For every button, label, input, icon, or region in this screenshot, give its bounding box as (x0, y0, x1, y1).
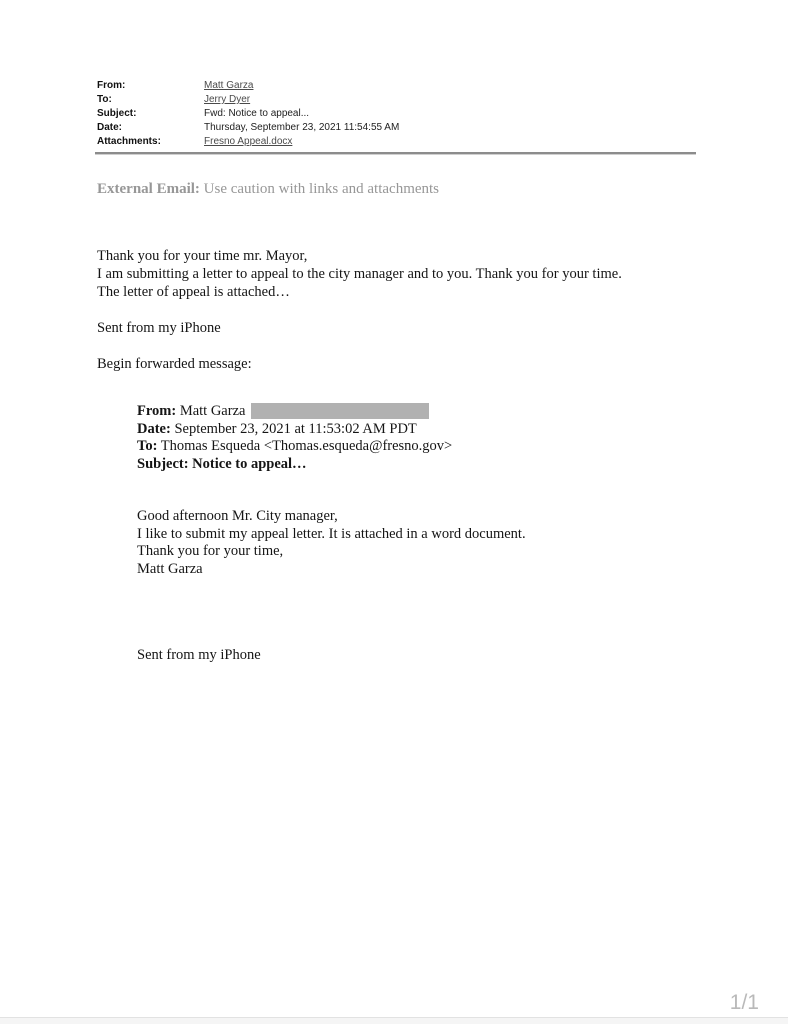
header-row-to (97, 93, 399, 107)
header-row-attachments (97, 135, 399, 149)
message-line: I am submitting a letter to appeal to the city manager and to you. Thank you for your time. (97, 266, 622, 282)
to-label: To: (97, 94, 112, 105)
forwarded-from-row (137, 403, 452, 421)
message-line: The letter of appeal is attached… (97, 284, 290, 300)
subject-value: Fwd: Notice to appeal... (204, 108, 310, 119)
forwarded-body-line: Matt Garza (137, 560, 203, 577)
page-indicator: 1/1 (729, 991, 759, 1014)
external-email-text: Use caution with links and attachments (199, 181, 440, 197)
forwarded-to-row (137, 438, 452, 456)
from-link[interactable]: Matt Garza (204, 80, 254, 91)
message-body (97, 247, 622, 301)
to-link[interactable]: Jerry Dyer (204, 94, 251, 105)
forwarded-to-value: Thomas Esqueda <Thomas.esqueda@fresno.gov> (157, 438, 453, 454)
header-divider (95, 152, 696, 155)
date-label: Date: (97, 122, 123, 133)
header-row-from (97, 79, 399, 93)
forwarded-body-line: Thank you for your time, (137, 543, 284, 559)
subject-label: Subject: (97, 108, 137, 119)
attachments-label: Attachments: (97, 136, 161, 147)
forwarded-date-value: September 23, 2021 at 11:53:02 AM PDT (170, 420, 417, 437)
email-header (97, 79, 399, 149)
forwarded-body-line: Good afternoon Mr. City manager, (137, 508, 338, 524)
attachment-link[interactable]: Fresno Appeal.docx (204, 136, 293, 147)
forwarded-date-row (137, 421, 452, 439)
forwarded-from-label: From: (137, 403, 177, 419)
forwarded-subject-row: Subject: Notice to appeal… (137, 455, 307, 472)
external-email-banner (97, 181, 439, 198)
forward-intro: Begin forwarded message: (97, 356, 252, 372)
header-row-date (97, 121, 399, 135)
signature-top: Sent from my iPhone (97, 320, 221, 336)
forwarded-body-line: I like to submit my appeal letter. It is attached in a word document. (137, 525, 526, 542)
redaction-box (251, 403, 429, 419)
signature-forwarded: Sent from my iPhone (137, 647, 261, 663)
forwarded-from-value: Matt Garza (176, 403, 250, 419)
date-value: Thursday, September 23, 2021 11:54:55 AM (204, 122, 400, 133)
forwarded-body (137, 508, 526, 578)
header-row-subject (97, 107, 399, 121)
from-label: From: (97, 80, 126, 91)
message-line: Thank you for your time mr. Mayor, (97, 248, 308, 264)
forwarded-date-label: Date: (137, 420, 171, 437)
forwarded-header (137, 403, 452, 473)
forwarded-to-label: To: (137, 438, 158, 454)
external-email-label: External Email: (97, 181, 200, 197)
page-bottom-edge (0, 1017, 788, 1024)
